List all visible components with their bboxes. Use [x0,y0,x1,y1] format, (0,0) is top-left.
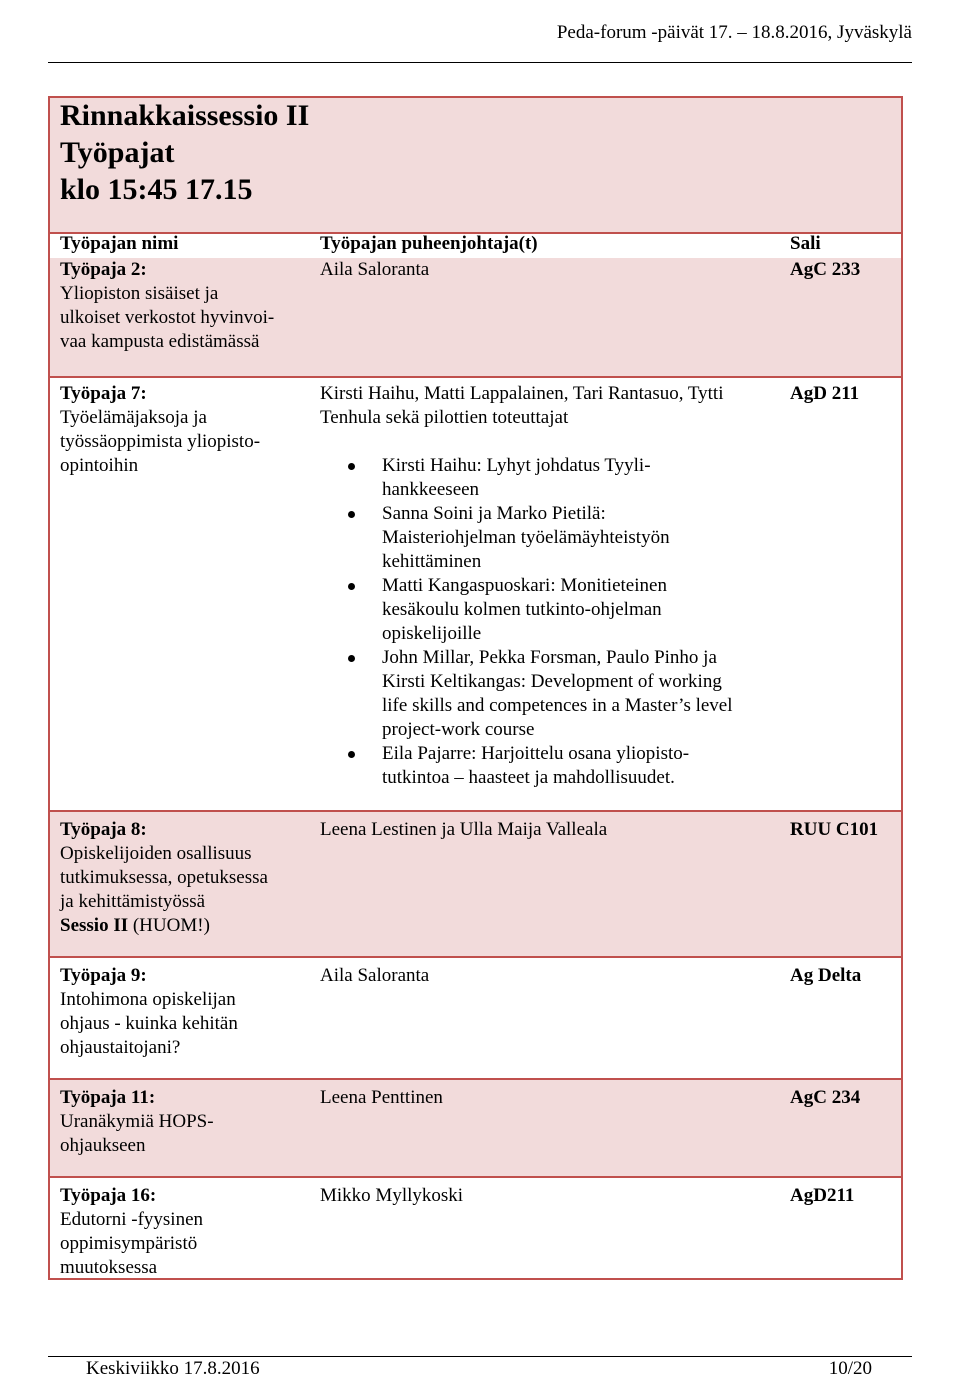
workshop-label: Työpaja 9: [60,965,147,986]
workshop-label: Työpaja 7: [60,383,147,404]
bullet-icon [348,583,355,590]
workshop-chair: Aila Saloranta [320,259,430,280]
workshop-chair-line: Tenhula sekä pilottien toteuttajat [320,407,569,428]
list-item: John Millar, Pekka Forsman, Paulo Pinho ja Kirsti Keltikangas: Development of working life skills and competences in a Master’s level project-work course [320,646,800,742]
workshop-desc-line: Opiskelijoiden osallisuus [60,843,252,864]
column-header-room: Sali [790,233,821,254]
workshop-desc-line: Uranäkymiä HOPS- [60,1111,214,1132]
column-header-chair: Työpajan puheenjohtaja(t) [320,233,538,254]
workshop-desc-line: opintoihin [60,455,139,476]
workshop-desc-line: muutoksessa [60,1257,158,1278]
workshop-desc-line: työssäoppimista yliopisto- [60,431,261,452]
bullet-icon [348,751,355,758]
table-row [50,1176,901,1278]
table-row [50,376,901,810]
table-row [50,810,901,956]
bullet-icon [348,463,355,470]
workshop-label: Työpaja 2: [60,259,147,280]
workshop-chair: Leena Penttinen [320,1087,443,1108]
workshop-desc-line: Työelämäjaksoja ja [60,407,207,428]
workshop-desc-line: Yliopiston sisäiset ja [60,283,219,304]
workshop-desc-line: vaa kampusta edistämässä [60,331,260,352]
workshop-desc-line: tutkimuksessa, opetuksessa [60,867,268,888]
session-title: Rinnakkaissessio II [60,99,310,132]
workshop-desc-line: oppimisympäristö [60,1233,198,1254]
bullet-icon [348,655,355,662]
footer-divider [48,1356,912,1357]
presentation-list [320,454,800,790]
workshop-label: Työpaja 16: [60,1185,157,1206]
table-row [50,956,901,1078]
workshop-chair: Mikko Myllykoski [320,1185,464,1206]
column-header-name: Työpajan nimi [60,233,179,254]
workshop-room: RUU C101 [790,819,879,840]
workshop-label: Työpaja 11: [60,1087,156,1108]
workshop-room: AgC 233 [790,259,861,280]
list-item: Matti Kangaspuoskari: Monitieteinen kesäkoulu kolmen tutkinto-ohjelman opiskelijoille [320,574,800,646]
workshop-room: AgC 234 [790,1087,861,1108]
workshop-desc-line: ulkoiset verkostot hyvinvoi- [60,307,275,328]
workshop-chair: Leena Lestinen ja Ulla Maija Valleala [320,819,608,840]
table-row [50,258,901,376]
title-band [50,98,901,234]
workshop-room: AgD211 [790,1185,855,1206]
workshop-label: Työpaja 8: [60,819,147,840]
table-row [50,1078,901,1176]
workshop-chair: Aila Saloranta [320,965,430,986]
workshop-desc-line: ohjaukseen [60,1135,146,1156]
workshop-room: Ag Delta [790,965,862,986]
workshop-desc-line: ohjaustaitojani? [60,1037,181,1058]
list-item: Eila Pajarre: Harjoittelu osana yliopisto- tutkintoa – haasteet ja mahdollisuudet. [320,742,800,790]
bullet-icon [348,511,355,518]
workshop-desc-line: ja kehittämistyössä [60,891,206,912]
session-subtitle: Työpajat [60,136,175,169]
list-item: Kirsti Haihu: Lyhyt johdatus Tyyli- hankkeeseen [320,454,800,502]
workshop-desc-line: Intohimona opiskelijan [60,989,236,1010]
schedule-table [48,96,903,1280]
page-number: 10/20 [828,1358,872,1379]
session-time: klo 15:45 17.15 [60,173,253,206]
workshop-chair-line: Kirsti Haihu, Matti Lappalainen, Tari Rantasuo, Tytti [320,383,724,404]
running-header [48,10,912,63]
workshop-desc-line: ohjaus - kuinka kehitän [60,1013,238,1034]
session-note-bold: Sessio II [60,915,129,936]
workshop-room: AgD 211 [790,383,860,404]
footer-date: Keskiviikko 17.8.2016 [86,1358,260,1379]
workshop-desc-line: Edutorni -fyysinen [60,1209,204,1230]
session-note: (HUOM!) [128,915,210,936]
list-item: Sanna Soini ja Marko Pietilä: Maisteriohjelman työelämäyhteistyön kehittäminen [320,502,800,574]
running-header-text: Peda-forum -päivät 17. – 18.8.2016, Jyväskylä [556,22,912,43]
